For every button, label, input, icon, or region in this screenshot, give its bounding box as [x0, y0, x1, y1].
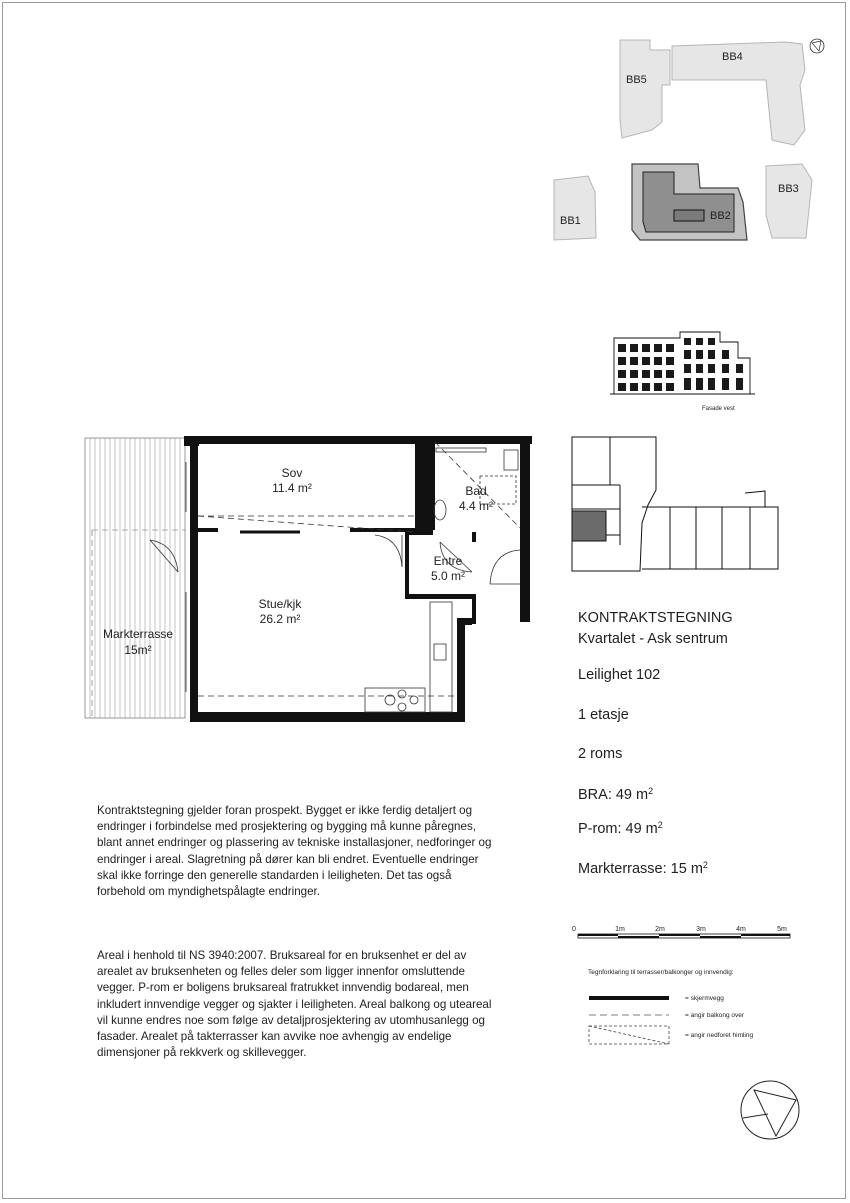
facade-elevation — [610, 322, 760, 417]
terrace-area-value: Markterrasse: 15 m — [578, 861, 703, 877]
key-plan — [570, 435, 795, 575]
floor-level: 1 etasje — [578, 707, 629, 723]
legend-item-wall: = skjermvegg — [685, 995, 724, 1002]
terrace-unit-sup: 2 — [702, 860, 708, 870]
scale-label-0: 0 — [572, 926, 576, 933]
disclaimer-paragraph: Kontraktstegning gjelder foran prospekt. Bygget er ikke ferdig detaljert og endringer i forbindelse med prosjektering og bygging må kunne påregnes, blant annet endringer og plassering av tekniske installasjoner, nedforinger og endringer i areal. Slagretning på dører kan bli endret. Eventuelle endringer skal ikke forringe den generelle standarden i leiligheten. Det tas også forbehold om myndighetspålagte endringer. — [97, 804, 492, 899]
area-definition-paragraph: Areal i henhold til NS 3940:2007. Bruksareal for en bruksenhet er del av arealet av bruksenheten og felles deler som ligger innenfor omsluttende vegger. P-rom er boligens bruksareal fratrukket innvendig bodareal, men inkludert innvendige vegger og sjakter i leiligheten. Areal balkong og uteareal vil kunne endres noe som følge av detaljprosjektering av utomhusanlegg og fasader. Arealet på takterrasser kan avvike noe avhengig av endelige dimensjoner på rekkverk og skillevegger. — [97, 949, 492, 1060]
facade-caption: Fasade vest — [702, 406, 735, 412]
legend-ceiling-symbol — [589, 1026, 669, 1044]
bra-area-value: BRA: 49 m — [578, 787, 649, 803]
scale-bar — [570, 922, 800, 944]
bb3-footprint — [766, 164, 812, 238]
legend-item-balcony: = angir balkong over — [685, 1012, 745, 1019]
room-area-markterrasse: 15m² — [124, 643, 152, 657]
site-label-bb4: BB4 — [722, 51, 743, 63]
site-label-bb1: BB1 — [560, 215, 581, 227]
room-name-stue: Stue/kjk — [258, 597, 302, 611]
scale-label-2: 2m — [655, 926, 665, 933]
kitchen-counter — [365, 602, 452, 712]
legend — [585, 966, 800, 1048]
scale-label-5: 5m — [777, 926, 787, 933]
bra-unit-sup: 2 — [648, 786, 654, 796]
floor-plan — [80, 432, 550, 732]
room-name-markterrasse: Markterrasse — [102, 627, 174, 641]
site-label-bb2: BB2 — [710, 210, 731, 222]
prom-area — [578, 820, 663, 837]
bb2-footprint — [632, 164, 747, 240]
apartment-number: Leilighet 102 — [578, 667, 661, 683]
room-name-sov: Sov — [281, 466, 303, 480]
room-area-sov: 11.4 m² — [272, 481, 312, 495]
bb1-footprint — [554, 176, 596, 240]
scale-label-3: 3m — [696, 926, 706, 933]
prom-area-value: P-rom: 49 m — [578, 821, 658, 837]
project-name: Kvartalet - Ask sentrum — [578, 631, 728, 647]
site-label-bb3: BB3 — [778, 183, 799, 195]
scale-label-4: 4m — [736, 926, 746, 933]
key-plan-highlight — [572, 511, 606, 541]
site-label-bb5: BB5 — [626, 74, 647, 86]
room-area-stue: 26.2 m² — [259, 612, 301, 626]
room-area-entre: 5.0 m² — [430, 569, 466, 583]
terrace-area — [85, 438, 185, 718]
bra-area — [578, 786, 653, 803]
north-arrow-icon — [738, 1078, 802, 1142]
room-name-entre: Entre — [433, 554, 463, 568]
room-name-bad: Bad — [465, 484, 487, 498]
terrace-area-total — [578, 860, 708, 877]
document-heading: KONTRAKTSTEGNING — [578, 610, 733, 626]
room-area-bad: 4.4 m² — [458, 499, 494, 513]
room-count: 2 roms — [578, 746, 623, 762]
site-compass-icon — [810, 39, 824, 53]
site-plan — [540, 30, 840, 250]
scale-label-1: 1m — [615, 926, 625, 933]
legend-item-ceiling: = angir nedforet himling — [685, 1032, 754, 1039]
legend-wall-symbol — [589, 996, 669, 1000]
bb5-footprint — [620, 40, 670, 138]
prom-unit-sup: 2 — [657, 820, 663, 830]
legend-title: Tegnforklaring til terrasser/balkonger og innvendig: — [588, 969, 734, 976]
